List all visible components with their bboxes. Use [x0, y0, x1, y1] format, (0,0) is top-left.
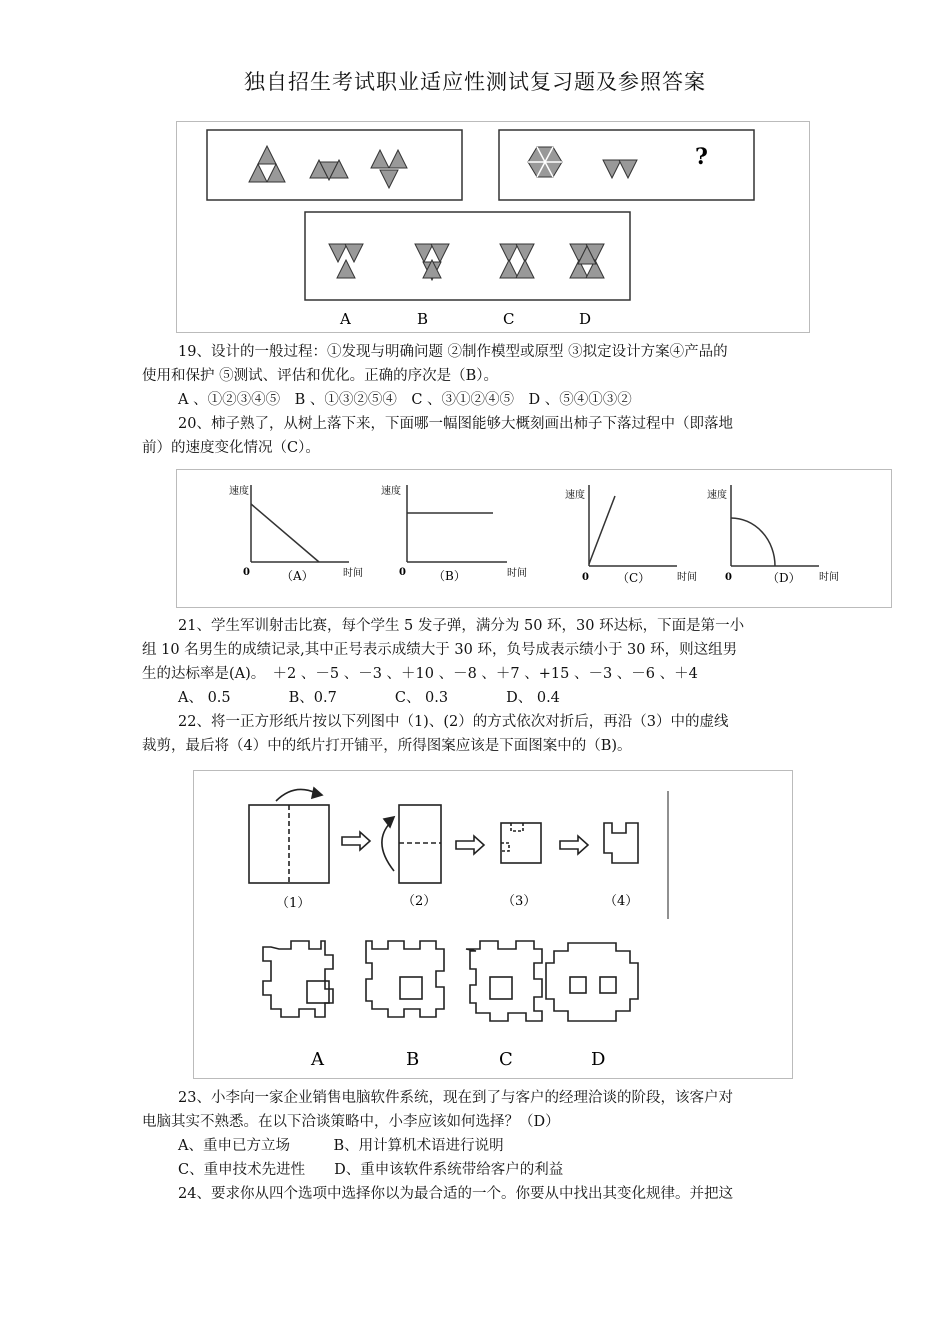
q19-options: A 、①②③④⑤ B 、①③②⑤④ C 、③①②④⑤ D 、⑤④①③②	[178, 392, 632, 408]
option-label-d: D	[579, 310, 592, 328]
pattern-triangle-group-1	[249, 146, 285, 182]
q23-line2: 电脑其实不熟悉。在以下洽谈策略中，小李应该如何选择？（D）	[142, 1114, 560, 1130]
q22-line1: 22、将一正方形纸片按以下列图中（1)、(2）的方式依次对折后，再沿（3）中的虚线	[178, 714, 729, 730]
triangle-pattern-figure	[176, 121, 810, 333]
q23-options-ab: A、重申已方立场 B、用计算机术语进行说明	[178, 1138, 504, 1154]
step-2-rect	[399, 805, 441, 883]
pattern-label-c: C	[499, 1049, 513, 1070]
graph-b-xlabel: 时间	[507, 568, 527, 579]
q21-line2: 组 10 名男生的成绩记录,其中正号表示成绩大于 30 环，负号成表示绩小于 30 环，则这组男	[142, 642, 738, 658]
graph-c-xlabel: 时间	[677, 572, 697, 583]
option-a-pattern	[263, 941, 333, 1017]
q20-line2: 前）的速度变化情况（C）。	[142, 440, 320, 456]
step-label-4: （4）	[604, 894, 639, 909]
q19-line2: 使用和保护 ⑤测试、评估和优化。正确的序次是（B）。	[142, 368, 499, 384]
q23-line1: 23、小李向一家企业销售电脑软件系统，现在到了与客户的经理洽谈的阶段，该客户对	[178, 1090, 733, 1106]
option-label-c: C	[503, 310, 515, 328]
graph-a-xlabel: 时间	[343, 568, 363, 579]
option-b-figure	[415, 244, 449, 280]
q23-options-cd: C、重申技术先进性 D、重申该软件系统带给客户的利益	[178, 1162, 564, 1178]
graph-d-origin: 0	[725, 572, 732, 583]
graph-c-origin: 0	[582, 572, 589, 583]
option-label-b: B	[417, 310, 429, 328]
graph-d-ylabel: 速度	[707, 490, 727, 501]
step-label-2: （2）	[402, 894, 437, 909]
graph-b-label: （B）	[433, 569, 466, 583]
graph-d-xlabel: 时间	[819, 572, 839, 583]
pattern-label-a: A	[311, 1049, 324, 1070]
graph-b	[381, 484, 527, 583]
option-c-pattern	[466, 941, 542, 1021]
pattern-hexagon	[528, 147, 562, 177]
graph-a	[229, 484, 363, 583]
graph-c-ylabel: 速度	[565, 490, 585, 501]
graph-a-ylabel: 速度	[229, 486, 249, 497]
pattern-triangle-group-2	[310, 160, 348, 180]
paper-folding-figure	[193, 770, 793, 1079]
graph-a-label: （A）	[281, 569, 314, 583]
step-4-shape	[604, 823, 638, 863]
option-c-figure	[500, 244, 534, 278]
pattern-label-d: D	[591, 1049, 606, 1070]
question-mark: ?	[695, 144, 708, 170]
graph-c-label: （C）	[617, 571, 651, 585]
q21-options: A、 0.5 B、0.7 C、 0.3 D、 0.4	[178, 690, 560, 706]
speed-time-graphs	[176, 469, 892, 608]
graph-c	[565, 485, 697, 585]
option-d-pattern	[546, 943, 638, 1021]
pattern-triangle-group-3	[371, 150, 407, 188]
option-b-pattern	[366, 941, 444, 1017]
pattern-triangle-group-4	[603, 160, 637, 178]
question-19	[142, 340, 808, 460]
step-label-1: （1）	[276, 896, 311, 911]
graph-b-ylabel: 速度	[381, 486, 401, 497]
q19-line1: 19、设计的一般过程：①发现与明确问题 ②制作模型或原型 ③拟定设计方案④产品的	[178, 344, 728, 360]
graph-b-origin: 0	[399, 567, 406, 578]
q22-line2: 裁剪，最后将（4）中的纸片打开铺平，所得图案应该是下面图案中的（B)。	[142, 738, 632, 754]
q24-line1: 24、要求你从四个选项中选择你以为最合适的一个。你要从中找出其变化规律。并把这	[178, 1186, 733, 1202]
q21-line3: 生的达标率是(A)。 ＋2 、－5 、－3 、＋10 、－8 、＋7 、+15 、－3 、－6 、＋4	[142, 666, 698, 682]
question-21	[142, 614, 808, 758]
option-d-figure	[570, 244, 604, 278]
option-label-a: A	[340, 310, 351, 328]
option-a-figure	[329, 244, 363, 278]
q21-line1: 21、学生军训射击比赛，每个学生 5 发子弹，满分为 50 环，30 环达标，下面是第一小	[178, 618, 745, 634]
step-label-3: （3）	[502, 894, 537, 909]
question-23	[142, 1086, 808, 1206]
page-title: 独自招生考试职业适应性测试复习题及参照答案	[244, 70, 706, 94]
q20-line1: 20、柿子熟了，从树上落下来，下面哪一幅图能够大概刻画出柿子下落过程中（即落地	[178, 416, 733, 432]
graph-a-origin: 0	[243, 567, 250, 578]
pattern-label-b: B	[406, 1049, 420, 1070]
graph-d-label: （D）	[767, 571, 801, 585]
graph-d	[707, 485, 839, 585]
